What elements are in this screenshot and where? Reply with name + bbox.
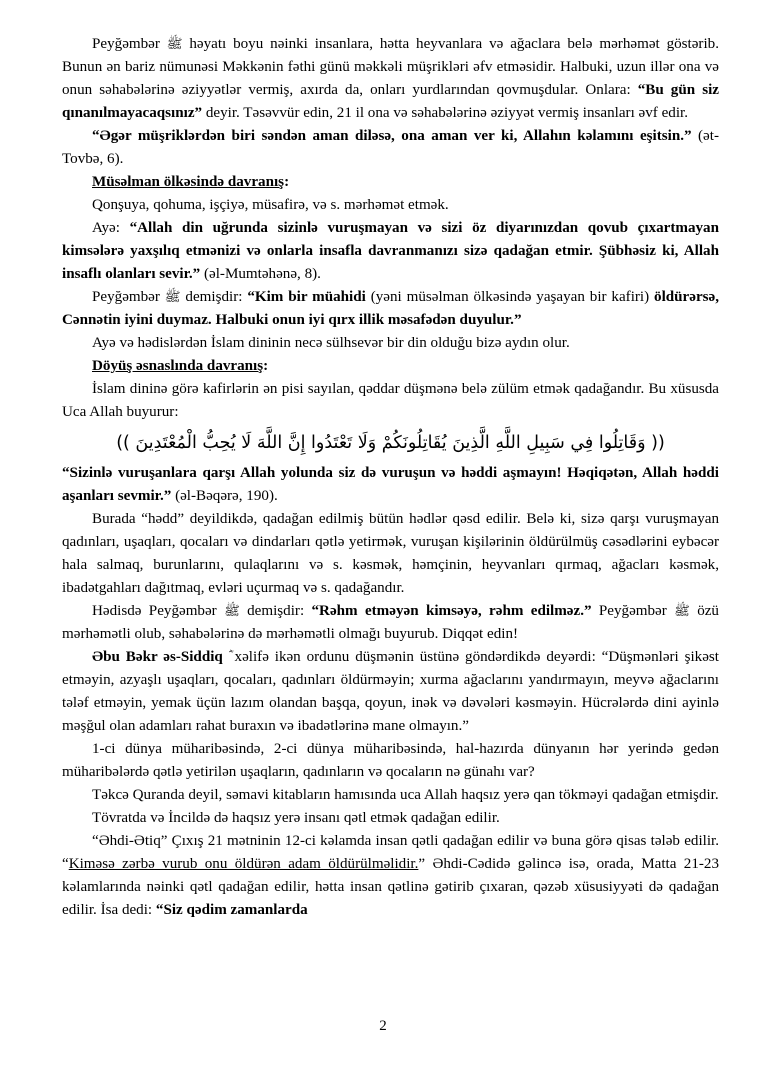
parenthetical-gloss: (yəni müsəlman ölkəsində yaşayan bir kafiri) [365, 289, 655, 305]
heading-label: Müsəlman ölkəsində davranış [92, 174, 285, 190]
text-run: Qonşuya, qohuma, işçiyə, müsafirə, və s. mərhəmət etmək. [92, 197, 449, 213]
paragraph-quran-mumtahanah [62, 217, 719, 286]
heading-label: Döyüş əsnaslında davranış [92, 358, 264, 374]
quote-bold: “Rəhm etməyən kimsəyə, rəhm edilməz.” [311, 603, 592, 619]
paragraph-mercy-to-neighbors [62, 194, 719, 217]
text-run: Tövratda və İncildə də haqsız yerə insanı qətl etmək qadağan edilir. [92, 810, 500, 826]
paragraph-prophet-mercy [62, 33, 719, 125]
heading-battle-conduct [62, 355, 719, 378]
text-run: Burada “hədd” deyildikdə, qadağan edilmiş bütün hədlər qəsd edilir. Belə ki, sizə qarşı vuruşmayan qadınları, uşaqları, qocaları və dindarları qətlə yetirmək, vuruşan kişilərinin öldürülmüş cəsədlərini eybəcər hala salmaq, burunlarını, qulaqlarını və s. kəsmək, həmçinin, heyvanları qırmaq, ağacları kəsmək, ibadətgahları dağıtmaq, evləri uçurmaq və s. qadağandır. [62, 511, 719, 596]
paragraph-hadith-muahid [62, 286, 719, 332]
verse-lead: Ayə: [92, 220, 130, 236]
heading-colon: : [263, 358, 269, 374]
sallallahu-alayhi-wasallam-icon: ﷺ [166, 37, 183, 52]
paragraph-limits-explanation [62, 508, 719, 600]
text-run: demişdir: [180, 289, 248, 305]
text-run: Peyğəmbər [92, 289, 165, 305]
text-run: Ayə və hədislərdən İslam dininin necə sülhsevər bir din olduğu bizə aydın olur. [92, 335, 570, 351]
text-run: deyir. Təsəvvür edin, 21 il ona və səhabələrinə əziyyət vermiş insanları əvf edir. [202, 105, 688, 121]
paragraph-torah-gospel [62, 807, 719, 830]
page-number: 2 [379, 1018, 387, 1034]
text-run: özü mərhəmətli olub, səhabələrinə də mərhəmətli olmağı buyurub. Diqqət edin! [62, 603, 719, 642]
quote-bold: “Kim bir müahidi [247, 289, 366, 305]
text-run: İslam dininə görə kafirlərin ən pisi sayılan, qəddar düşmənə belə zülüm etmək qadağandır. Bu xüsusda Uca Allah buyurur: [62, 381, 719, 420]
source-reference: (əl-Mumtəhənə, 8). [200, 266, 321, 282]
quote-bold: “Bu gün siz qınanılmayacaqsınız” [62, 82, 719, 121]
text-run: ” Əhdi-Cədidə gəlincə isə, orada, Matta 21-23 kəlamlarında nəinki qətl qadağan edilir, hətta insan qətlinə gətirib çıxaran, qəzəb xüsusiyyəti də qadağan edilir. İsa dedi: [62, 856, 720, 918]
arabic-verse-text: (( وَقَاتِلُوا فِي سَبِيلِ اللَّهِ الَّذِينَ يُقَاتِلُونَكُمْ وَلَا تَعْتَدُوا إِنَّ اللَّهَ لَا يُحِبُّ الْمُعْتَدِينَ )) [116, 433, 665, 453]
paragraph-cruel-enemy [62, 378, 719, 424]
paragraph-hadith-mercy [62, 600, 719, 646]
text-run: Təkcə Quranda deyil, səmavi kitabların hamısında uca Allah haqsız yerə qan tökməyi qadağan etmişdir. [92, 787, 719, 803]
sallallahu-alayhi-wasallam-icon: ﷺ [224, 604, 240, 619]
page-body [62, 33, 719, 922]
sallallahu-alayhi-wasallam-icon: ﷺ [674, 604, 690, 619]
paragraph-all-scriptures [62, 784, 719, 807]
text-run: həyatı boyu nəinki insanlara, hətta heyvanlara və ağaclara belə mərhəmət göstərib. Bunun ən bariz nümunəsi Məkkənin fəthi günü məkkəli müşrikləri əfv etməsidir. Halbuki, uzun illər ona və onun səhabələrinə əziyyətlər vermiş, axırda da, onları yurdlarından qovmuşdular. Onlara: [62, 36, 719, 98]
text-run: Hədisdə Peyğəmbər [92, 603, 225, 619]
arabic-quran-verse [62, 426, 719, 460]
source-reference: (ət-Tovbə, 6). [62, 128, 719, 167]
paragraph-quran-tawbah-quote [62, 125, 719, 171]
heading-muslim-country-conduct [62, 171, 719, 194]
text-run: demişdir: [239, 603, 312, 619]
person-name-bold: Əbu Bəkr əs-Siddiq [92, 649, 223, 665]
paragraph-quran-baqarah-translation [62, 462, 719, 508]
paragraph-peaceful-religion [62, 332, 719, 355]
underlined-quote: Kiməsə zərbə vurub onu öldürən adam öldürülməlidir. [68, 856, 419, 872]
heading-colon: : [284, 174, 290, 190]
text-run: Peyğəmbər [92, 36, 167, 52]
quote-bold: “Siz qədim zamanlarda [155, 902, 308, 918]
paragraph-world-wars [62, 738, 719, 784]
sallallahu-alayhi-wasallam-icon: ﷺ [164, 290, 181, 305]
text-run: “Əhdi-Ətiq” Çıxış 21 mətninin 12-ci kəlamda insan qətli qadağan edilir və buna görə qisas tələb edilir. “ [62, 833, 719, 872]
quote-bold: “Sizinlə vuruşanlara qarşı Allah yolunda siz də vuruşun və həddi aşmayın! Həqiqətən, Allah həddi aşanları sevmir.” [62, 465, 719, 504]
quote-bold: “Əgər müşriklərdən biri səndən aman diləsə, ona aman ver ki, Allahın kəlamını eşitsin.” [92, 128, 692, 144]
source-reference: (əl-Bəqərə, 190). [171, 488, 278, 504]
paragraph-old-new-testament [62, 830, 719, 922]
text-run: 1-ci dünya müharibəsində, 2-ci dünya müharibəsində, hal-hazırda dünyanın hər yerində gedən müharibələrdə qətlə yetirilən uşaqların, qadınların və qocaların nə günahı var? [62, 741, 719, 780]
quote-bold: “Allah din uğrunda sizinlə vuruşmayan və sizi öz diyarınızdan qovub çıxartmayan kimsələrə yaxşılıq etmənizi və onlarla insafla davranmanızı sizə qadağan etmir. Şübhəsiz ki, Allah insaflı olanları sevir.” [62, 220, 719, 282]
text-run: Peyğəmbər [591, 603, 675, 619]
quote-bold: öldürərsə, Cənnətin iyini duymaz. Halbuki onun iyi qırx illik məsafədən duyulur.” [62, 289, 720, 328]
text-run: xəlifə ikən ordunu düşmənin üstünə göndərdikdə deyərdi: “Düşmənləri şikəst etməyin, azyaşlı uşaqları, qocaları, qadınları öldürməyin; xurma ağaclarını yandırmayın, meyvə ağaclarını tələf etməyin, yemak üçün lazım olandan başqa, qoyun, inək və dəvələri kəsməyin. Hücrələrdə dini ayinlə məşğul olan adamları rahat buraxın və ibadətlərinə mane olmayın.” [62, 649, 719, 734]
paragraph-abu-bakr-instructions [62, 646, 719, 738]
